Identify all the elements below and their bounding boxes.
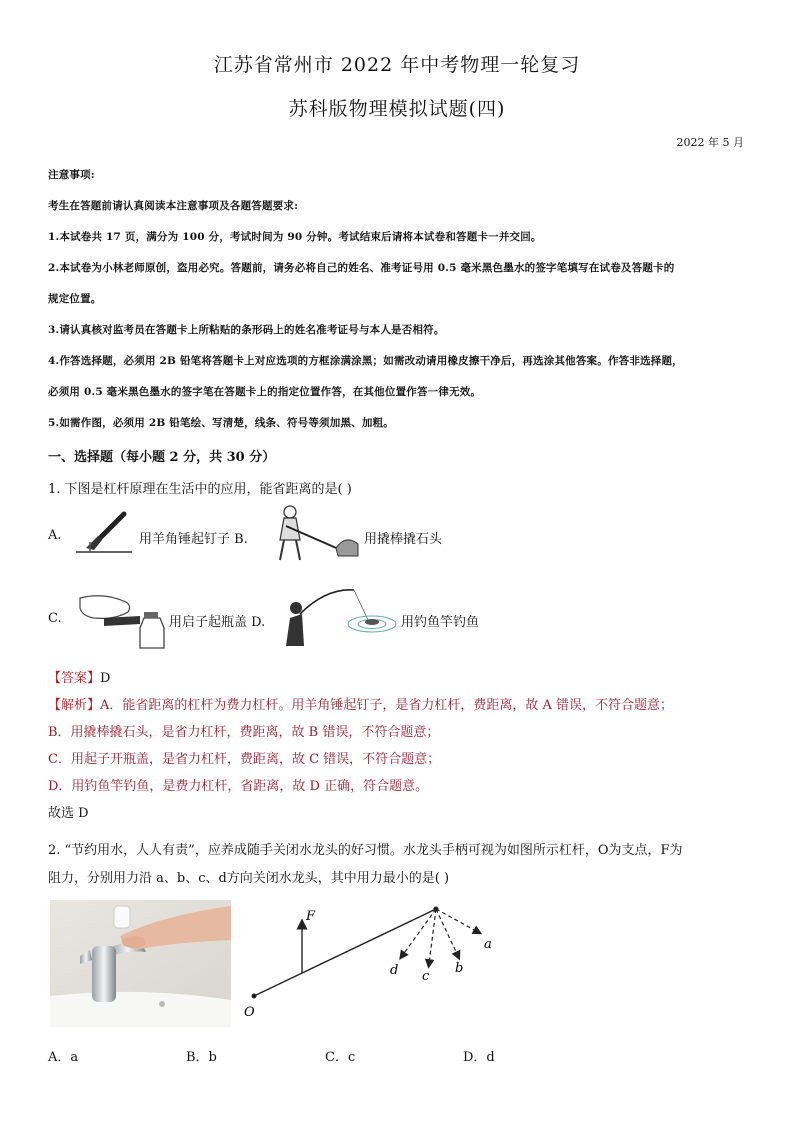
q2-option-b: B．b xyxy=(186,1050,217,1065)
notice-item-5: 5.如需作图，必须用 2B 铅笔绘、写清楚，线条、符号等须加黑、加粗。 xyxy=(48,417,394,429)
q1-answer xyxy=(48,667,110,686)
q1-explanation-d: D．用钓鱼竿钓鱼，是费力杠杆，省距离，故 D 正确，符合题意。 xyxy=(48,779,429,794)
q1-explanation-a xyxy=(48,694,673,713)
q2-option-a: A．a xyxy=(48,1050,79,1065)
notice-item-4: 4.作答选择题，必须用 2B 铅笔将答题卡上对应选项的方框涂满涂黑；如需改动请用橡皮擦干净后，再选涂其他答案。作答非选择题， xyxy=(48,355,683,367)
q2-stem-line-2: 阻力，分别用力沿 a、b、c、d方向关闭水龙头，其中用力最小的是( ) xyxy=(48,871,450,886)
notice-item-4-cont: 必须用 0.5 毫米黑色墨水的签字笔在答题卡上的指定位置作答，在其他位置作答一律无效。 xyxy=(48,386,482,398)
q1-option-d-text: 用钓鱼竿钓鱼 xyxy=(401,615,480,630)
notice-intro: 考生在答题前请认真阅读本注意事项及各题答题要求: xyxy=(48,200,299,212)
q1-explanation-c: C．用起子开瓶盖，是省力杠杆，费距离，故 C 错误，不符合题意； xyxy=(48,752,441,767)
q1-option-a-text: 用羊角锤起钉子 B. xyxy=(139,532,248,547)
title-line-2: 苏科版物理模拟试题(四) xyxy=(288,98,506,120)
exam-date: 2022 年 5 月 xyxy=(676,136,744,149)
fishing-rod-image xyxy=(276,584,400,648)
q1-option-b-text: 用撬棒撬石头 xyxy=(364,532,443,547)
bottle-opener-image xyxy=(74,588,168,650)
q2-option-d: D．d xyxy=(463,1050,495,1065)
title-line-1: 江苏省常州市 2022 年中考物理一轮复习 xyxy=(213,54,581,76)
notice-item-3: 3.请认真核对监考员在答题卡上所粘贴的条形码上的姓名准考证号与本人是否相符。 xyxy=(48,324,445,336)
lever-diagram xyxy=(236,900,506,1022)
answer-label: 【答案】 xyxy=(48,671,101,686)
q1-option-c-text: 用启子起瓶盖 D. xyxy=(169,615,266,630)
label-d: d xyxy=(390,963,399,978)
label-f: F xyxy=(306,909,316,924)
q2-option-c: C．c xyxy=(325,1050,356,1065)
crowbar-image xyxy=(266,504,362,564)
q1-option-a-letter: A. xyxy=(48,528,62,543)
label-a: a xyxy=(484,937,492,952)
label-o: O xyxy=(244,1005,255,1020)
hammer-image xyxy=(72,508,136,554)
label-c: c xyxy=(422,969,430,984)
notice-item-1: 1.本试卷共 17 页，满分为 100 分，考试时间为 90 分钟。考试结束后请将本试卷和答题卡一并交回。 xyxy=(48,231,542,243)
q1-explanation-b: B．用撬棒撬石头，是省力杠杆，费距离，故 B 错误，不符合题意； xyxy=(48,725,440,740)
notice-heading: 注意事项: xyxy=(48,169,95,181)
q1-option-c-letter: C. xyxy=(48,611,62,626)
explanation-line-a: A．能省距离的杠杆为费力杠杆。用羊角锤起钉子，是省力杠杆，费距离，故 A 错误，不符合题意； xyxy=(100,698,674,713)
q2-stem-line-1: 2. “节约用水，人人有责”，应养成随手关闭水龙头的好习惯。水龙头手柄可视为如图所示杠杆，O为支点，F为 xyxy=(48,843,683,858)
answer-value: D xyxy=(100,671,111,686)
faucet-photo xyxy=(50,900,231,1027)
notice-item-2: 2.本试卷为小林老师原创，盗用必究。答题前，请务必将自己的姓名、准考证号用 0.5 毫米黑色墨水的签字笔填写在试卷及答题卡的 xyxy=(48,262,675,274)
q1-stem: 1. 下图是杠杆原理在生活中的应用，能省距离的是( ) xyxy=(48,482,352,497)
section-heading: 一、选择题（每小题 2 分，共 30 分） xyxy=(48,450,276,465)
label-b: b xyxy=(455,961,464,976)
explanation-label: 【解析】 xyxy=(48,698,101,713)
notice-item-2-cont: 规定位置。 xyxy=(48,293,102,305)
q1-conclusion: 故选 D xyxy=(48,806,89,821)
